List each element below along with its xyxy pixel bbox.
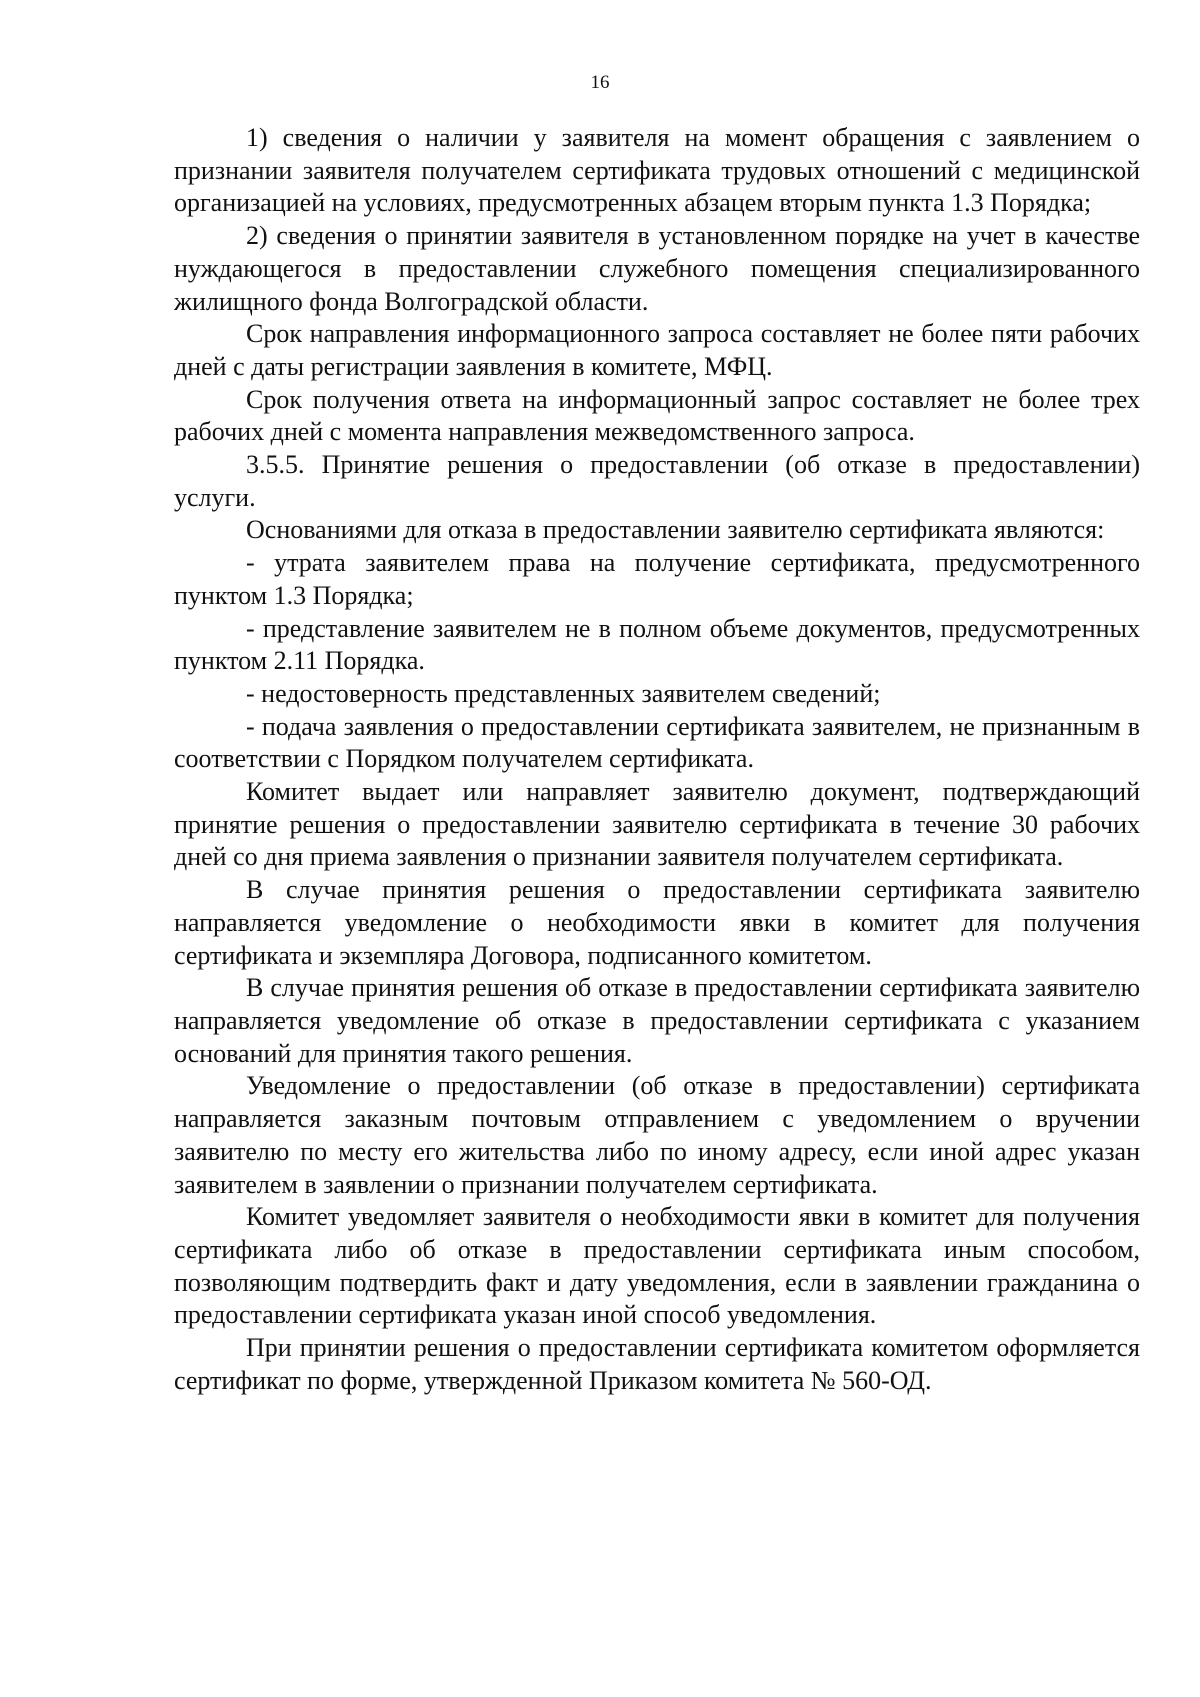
paragraph-1: 1) сведения о наличии у заявителя на момент обращения с заявлением о признании заявителя получателем сертификата трудовых отношений с медицинской организацией на условиях, предусмотренных абзацем вторым пункта 1.3 Порядка;: [174, 123, 1140, 218]
paragraph-3: Срок направления информационного запроса составляет не более пяти рабочих дней с даты регистрации заявления в комитете, МФЦ.: [174, 319, 1140, 381]
paragraph-13: В случае принятия решения об отказе в предоставлении сертификата заявителю направляется уведомление об отказе в предоставлении сертификата с указанием оснований для принятия такого решения.: [174, 973, 1140, 1068]
paragraph-12: В случае принятия решения о предоставлении сертификата заявителю направляется уведомление о необходимости явки в комитет для получения сертификата и экземпляра Договора, подписанного комитетом.: [174, 875, 1140, 970]
paragraph-9: - недостоверность представленных заявителем сведений;: [246, 678, 881, 708]
paragraph-6: Основаниями для отказа в предоставлении заявителю сертификата являются:: [246, 515, 1105, 545]
paragraph-4: Срок получения ответа на информационный запрос составляет не более трех рабочих дней с момента направления межведомственного запроса.: [174, 384, 1140, 447]
paragraph-2: 2) сведения о принятии заявителя в установленном порядке на учет в качестве нуждающегося в предоставлении служебного помещения специализированного жилищного фонда Волгоградской области.: [174, 221, 1140, 316]
page-number: 16: [590, 72, 610, 93]
paragraph-16: При принятии решения о предоставлении сертификата комитетом оформляется сертификат по форме, утвержденной Приказом комитета № 560-ОД.: [174, 1333, 1140, 1395]
paragraph-11: Комитет выдает или направляет заявителю документ, подтверждающий принятие решения о предоставлении заявителю сертификата в течение 30 рабочих дней со дня приема заявления о признании заявителя получателем сертификата.: [174, 777, 1140, 872]
paragraph-10: - подача заявления о предоставлении сертификата заявителем, не признанным в соответствии с Порядком получателем сертификата.: [174, 711, 1140, 774]
paragraph-15: Комитет уведомляет заявителя о необходимости явки в комитет для получения сертификата либо об отказе в предоставлении сертификата иным способом, позволяющим подтвердить факт и дату уведомления, если в заявлении гражданина о предоставлении сертификата указан иной способ уведомления.: [174, 1202, 1140, 1330]
paragraph-7: - утрата заявителем права на получение сертификата, предусмотренного пунктом 1.3 Порядка;: [174, 548, 1140, 610]
paragraph-14: Уведомление о предоставлении (об отказе в предоставлении) сертификата направляется заказным почтовым отправлением с уведомлением о вручении заявителю по месту его жительства либо по иному адресу, если иной адрес указан заявителем в заявлении о признании получателем сертификата.: [174, 1071, 1140, 1199]
paragraph-8: - представление заявителем не в полном объеме документов, предусмотренных пунктом 2.11 Порядка.: [174, 613, 1140, 676]
paragraph-5: 3.5.5. Принятие решения о предоставлении (об отказе в предоставлении) услуги.: [174, 450, 1140, 512]
document-body: [174, 122, 1140, 1397]
